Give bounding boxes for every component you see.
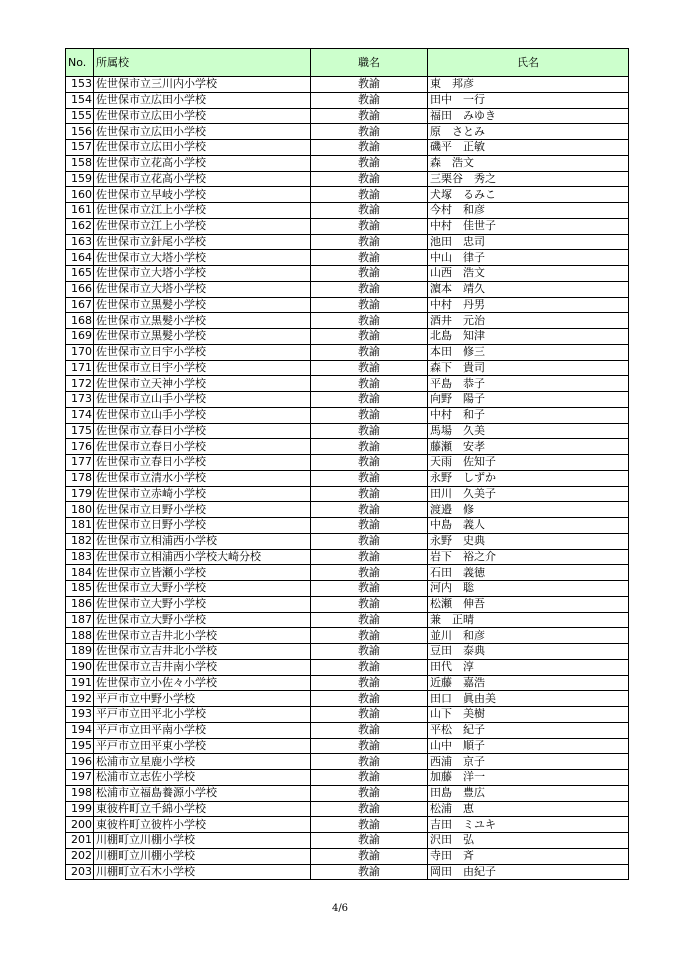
cell-school: 佐世保市立黒髪小学校 bbox=[94, 297, 311, 313]
cell-school: 佐世保市立黒髪小学校 bbox=[94, 313, 311, 329]
table-row bbox=[66, 92, 629, 108]
cell-name: 濵本 靖久 bbox=[428, 281, 629, 297]
table-row bbox=[66, 344, 629, 360]
header-name: 氏名 bbox=[428, 49, 629, 77]
cell-school: 佐世保市立山手小学校 bbox=[94, 407, 311, 423]
cell-school: 佐世保市立吉井北小学校 bbox=[94, 628, 311, 644]
cell-role: 教諭 bbox=[311, 722, 428, 738]
table-row bbox=[66, 518, 629, 534]
cell-name: 福田 みゆき bbox=[428, 108, 629, 124]
table-row bbox=[66, 549, 629, 565]
cell-role: 教諭 bbox=[311, 549, 428, 565]
cell-no: 195 bbox=[66, 738, 94, 754]
cell-school: 松浦市立福島養源小学校 bbox=[94, 785, 311, 801]
cell-name: 北島 知津 bbox=[428, 329, 629, 345]
table-row bbox=[66, 171, 629, 187]
table-row bbox=[66, 329, 629, 345]
cell-no: 175 bbox=[66, 423, 94, 439]
cell-role: 教諭 bbox=[311, 124, 428, 140]
cell-role: 教諭 bbox=[311, 659, 428, 675]
cell-no: 186 bbox=[66, 596, 94, 612]
cell-no: 164 bbox=[66, 250, 94, 266]
cell-name: 原 さとみ bbox=[428, 124, 629, 140]
page-number: 4/6 bbox=[331, 903, 349, 914]
cell-school: 佐世保市立春日小学校 bbox=[94, 423, 311, 439]
cell-school: 佐世保市立春日小学校 bbox=[94, 439, 311, 455]
table-row bbox=[66, 407, 629, 423]
cell-name: 天雨 佐知子 bbox=[428, 455, 629, 471]
table-row bbox=[66, 77, 629, 93]
cell-role: 教諭 bbox=[311, 234, 428, 250]
cell-name: 松瀬 伸吾 bbox=[428, 596, 629, 612]
cell-no: 184 bbox=[66, 565, 94, 581]
cell-name: 藤瀬 安孝 bbox=[428, 439, 629, 455]
cell-name: 中村 和子 bbox=[428, 407, 629, 423]
cell-school: 川棚町立石木小学校 bbox=[94, 864, 311, 880]
cell-no: 183 bbox=[66, 549, 94, 565]
cell-role: 教諭 bbox=[311, 108, 428, 124]
cell-name: 中山 律子 bbox=[428, 250, 629, 266]
table-row bbox=[66, 628, 629, 644]
cell-school: 佐世保市立赤崎小学校 bbox=[94, 486, 311, 502]
cell-name: 田中 一行 bbox=[428, 92, 629, 108]
cell-school: 佐世保市立吉井北小学校 bbox=[94, 644, 311, 660]
cell-role: 教諭 bbox=[311, 140, 428, 156]
table-row bbox=[66, 848, 629, 864]
cell-no: 154 bbox=[66, 92, 94, 108]
table-row bbox=[66, 439, 629, 455]
cell-role: 教諭 bbox=[311, 502, 428, 518]
table-row bbox=[66, 250, 629, 266]
cell-name: 平島 恭子 bbox=[428, 376, 629, 392]
cell-role: 教諭 bbox=[311, 785, 428, 801]
cell-school: 佐世保市立日宇小学校 bbox=[94, 344, 311, 360]
table-row bbox=[66, 785, 629, 801]
cell-school: 佐世保市立大野小学校 bbox=[94, 596, 311, 612]
table-body bbox=[66, 77, 629, 880]
cell-role: 教諭 bbox=[311, 423, 428, 439]
table-row bbox=[66, 738, 629, 754]
cell-school: 松浦市立志佐小学校 bbox=[94, 770, 311, 786]
cell-role: 教諭 bbox=[311, 486, 428, 502]
cell-no: 197 bbox=[66, 770, 94, 786]
table-header-row bbox=[66, 49, 629, 77]
cell-name: 田代 淳 bbox=[428, 659, 629, 675]
cell-role: 教諭 bbox=[311, 565, 428, 581]
cell-no: 156 bbox=[66, 124, 94, 140]
table-row bbox=[66, 108, 629, 124]
cell-school: 佐世保市立大野小学校 bbox=[94, 581, 311, 597]
cell-role: 教諭 bbox=[311, 596, 428, 612]
cell-name: 平松 紀子 bbox=[428, 722, 629, 738]
table-row bbox=[66, 722, 629, 738]
table-row bbox=[66, 644, 629, 660]
cell-role: 教諭 bbox=[311, 313, 428, 329]
cell-school: 東彼杵町立千綿小学校 bbox=[94, 801, 311, 817]
cell-name: 岡田 由紀子 bbox=[428, 864, 629, 880]
cell-role: 教諭 bbox=[311, 644, 428, 660]
cell-role: 教諭 bbox=[311, 833, 428, 849]
cell-no: 166 bbox=[66, 281, 94, 297]
cell-role: 教諭 bbox=[311, 533, 428, 549]
cell-no: 202 bbox=[66, 848, 94, 864]
cell-no: 201 bbox=[66, 833, 94, 849]
cell-school: 佐世保市立大塔小学校 bbox=[94, 266, 311, 282]
cell-name: 本田 修三 bbox=[428, 344, 629, 360]
cell-role: 教諭 bbox=[311, 770, 428, 786]
cell-school: 佐世保市立黒髪小学校 bbox=[94, 329, 311, 345]
cell-name: 豆田 泰典 bbox=[428, 644, 629, 660]
cell-no: 160 bbox=[66, 187, 94, 203]
cell-name: 田島 豊広 bbox=[428, 785, 629, 801]
cell-school: 佐世保市立大塔小学校 bbox=[94, 250, 311, 266]
cell-no: 163 bbox=[66, 234, 94, 250]
cell-role: 教諭 bbox=[311, 250, 428, 266]
cell-name: 森 浩文 bbox=[428, 155, 629, 171]
cell-no: 185 bbox=[66, 581, 94, 597]
cell-name: 犬塚 るみこ bbox=[428, 187, 629, 203]
cell-school: 佐世保市立大塔小学校 bbox=[94, 281, 311, 297]
cell-role: 教諭 bbox=[311, 628, 428, 644]
cell-name: 並川 和彦 bbox=[428, 628, 629, 644]
cell-name: 西浦 京子 bbox=[428, 754, 629, 770]
cell-school: 佐世保市立広田小学校 bbox=[94, 108, 311, 124]
cell-no: 153 bbox=[66, 77, 94, 93]
cell-name: 山中 順子 bbox=[428, 738, 629, 754]
cell-name: 磯平 正敏 bbox=[428, 140, 629, 156]
cell-name: 馬場 久美 bbox=[428, 423, 629, 439]
cell-role: 教諭 bbox=[311, 848, 428, 864]
table-row bbox=[66, 833, 629, 849]
cell-no: 176 bbox=[66, 439, 94, 455]
cell-name: 石田 義徳 bbox=[428, 565, 629, 581]
cell-school: 川棚町立川棚小学校 bbox=[94, 848, 311, 864]
cell-school: 佐世保市立日野小学校 bbox=[94, 502, 311, 518]
cell-name: 今村 和彦 bbox=[428, 203, 629, 219]
cell-school: 佐世保市立吉井南小学校 bbox=[94, 659, 311, 675]
table-row bbox=[66, 817, 629, 833]
cell-role: 教諭 bbox=[311, 344, 428, 360]
cell-no: 198 bbox=[66, 785, 94, 801]
cell-name: 向野 陽子 bbox=[428, 392, 629, 408]
cell-role: 教諭 bbox=[311, 281, 428, 297]
cell-school: 佐世保市立針尾小学校 bbox=[94, 234, 311, 250]
cell-no: 196 bbox=[66, 754, 94, 770]
cell-role: 教諭 bbox=[311, 801, 428, 817]
cell-school: 平戸市立中野小学校 bbox=[94, 691, 311, 707]
cell-role: 教諭 bbox=[311, 92, 428, 108]
cell-no: 192 bbox=[66, 691, 94, 707]
table-row bbox=[66, 691, 629, 707]
table-row bbox=[66, 470, 629, 486]
cell-no: 161 bbox=[66, 203, 94, 219]
cell-name: 池田 忠司 bbox=[428, 234, 629, 250]
cell-school: 佐世保市立皆瀬小学校 bbox=[94, 565, 311, 581]
cell-no: 162 bbox=[66, 218, 94, 234]
cell-role: 教諭 bbox=[311, 392, 428, 408]
cell-no: 157 bbox=[66, 140, 94, 156]
cell-role: 教諭 bbox=[311, 77, 428, 93]
table-row bbox=[66, 455, 629, 471]
cell-school: 平戸市立田平南小学校 bbox=[94, 722, 311, 738]
cell-name: 永野 しずか bbox=[428, 470, 629, 486]
staff-table bbox=[65, 48, 629, 880]
cell-no: 174 bbox=[66, 407, 94, 423]
table-row bbox=[66, 297, 629, 313]
cell-name: 中村 丹男 bbox=[428, 297, 629, 313]
cell-role: 教諭 bbox=[311, 707, 428, 723]
cell-name: 河内 聡 bbox=[428, 581, 629, 597]
table-row bbox=[66, 502, 629, 518]
cell-school: 佐世保市立相浦西小学校 bbox=[94, 533, 311, 549]
cell-no: 188 bbox=[66, 628, 94, 644]
table-row bbox=[66, 770, 629, 786]
cell-no: 170 bbox=[66, 344, 94, 360]
table-row bbox=[66, 155, 629, 171]
cell-school: 佐世保市立小佐々小学校 bbox=[94, 675, 311, 691]
cell-name: 兼 正晴 bbox=[428, 612, 629, 628]
cell-school: 佐世保市立清水小学校 bbox=[94, 470, 311, 486]
table-row bbox=[66, 313, 629, 329]
cell-role: 教諭 bbox=[311, 329, 428, 345]
header-school: 所属校 bbox=[94, 49, 311, 77]
cell-role: 教諭 bbox=[311, 754, 428, 770]
table-row bbox=[66, 754, 629, 770]
cell-no: 173 bbox=[66, 392, 94, 408]
cell-no: 167 bbox=[66, 297, 94, 313]
cell-name: 渡邉 修 bbox=[428, 502, 629, 518]
header-role: 職名 bbox=[311, 49, 428, 77]
cell-role: 教諭 bbox=[311, 612, 428, 628]
cell-no: 158 bbox=[66, 155, 94, 171]
cell-no: 194 bbox=[66, 722, 94, 738]
cell-no: 177 bbox=[66, 455, 94, 471]
table-row bbox=[66, 565, 629, 581]
cell-school: 佐世保市立日宇小学校 bbox=[94, 360, 311, 376]
cell-school: 佐世保市立山手小学校 bbox=[94, 392, 311, 408]
cell-name: 田川 久美子 bbox=[428, 486, 629, 502]
table-row bbox=[66, 581, 629, 597]
table-row bbox=[66, 707, 629, 723]
cell-name: 中村 佳世子 bbox=[428, 218, 629, 234]
table-row bbox=[66, 801, 629, 817]
cell-name: 近藤 嘉浩 bbox=[428, 675, 629, 691]
cell-role: 教諭 bbox=[311, 817, 428, 833]
cell-name: 山西 浩文 bbox=[428, 266, 629, 282]
cell-name: 岩下 裕之介 bbox=[428, 549, 629, 565]
cell-no: 203 bbox=[66, 864, 94, 880]
cell-school: 佐世保市立広田小学校 bbox=[94, 92, 311, 108]
cell-name: 永野 史典 bbox=[428, 533, 629, 549]
cell-no: 200 bbox=[66, 817, 94, 833]
table-row bbox=[66, 187, 629, 203]
cell-name: 東 邦彦 bbox=[428, 77, 629, 93]
table-row bbox=[66, 140, 629, 156]
cell-school: 佐世保市立広田小学校 bbox=[94, 140, 311, 156]
cell-school: 松浦市立星鹿小学校 bbox=[94, 754, 311, 770]
cell-school: 川棚町立川棚小学校 bbox=[94, 833, 311, 849]
cell-school: 平戸市立田平北小学校 bbox=[94, 707, 311, 723]
cell-no: 193 bbox=[66, 707, 94, 723]
cell-school: 佐世保市立広田小学校 bbox=[94, 124, 311, 140]
cell-role: 教諭 bbox=[311, 155, 428, 171]
cell-school: 平戸市立田平東小学校 bbox=[94, 738, 311, 754]
cell-school: 佐世保市立春日小学校 bbox=[94, 455, 311, 471]
cell-no: 155 bbox=[66, 108, 94, 124]
table-row bbox=[66, 612, 629, 628]
table-row bbox=[66, 234, 629, 250]
cell-no: 168 bbox=[66, 313, 94, 329]
table-row bbox=[66, 864, 629, 880]
table-row bbox=[66, 203, 629, 219]
table-row bbox=[66, 533, 629, 549]
cell-no: 181 bbox=[66, 518, 94, 534]
cell-school: 佐世保市立三川内小学校 bbox=[94, 77, 311, 93]
cell-school: 佐世保市立日野小学校 bbox=[94, 518, 311, 534]
table-row bbox=[66, 266, 629, 282]
header-no: No. bbox=[66, 49, 94, 77]
cell-no: 179 bbox=[66, 486, 94, 502]
table-row bbox=[66, 659, 629, 675]
cell-no: 191 bbox=[66, 675, 94, 691]
cell-no: 190 bbox=[66, 659, 94, 675]
cell-role: 教諭 bbox=[311, 675, 428, 691]
table-row bbox=[66, 376, 629, 392]
table-row bbox=[66, 360, 629, 376]
cell-name: 加藤 洋一 bbox=[428, 770, 629, 786]
table-row bbox=[66, 675, 629, 691]
table-row bbox=[66, 281, 629, 297]
cell-name: 松浦 恵 bbox=[428, 801, 629, 817]
cell-name: 中島 義人 bbox=[428, 518, 629, 534]
cell-role: 教諭 bbox=[311, 171, 428, 187]
table-row bbox=[66, 124, 629, 140]
table-row bbox=[66, 596, 629, 612]
cell-role: 教諭 bbox=[311, 407, 428, 423]
cell-school: 佐世保市立大野小学校 bbox=[94, 612, 311, 628]
table-row bbox=[66, 218, 629, 234]
cell-no: 165 bbox=[66, 266, 94, 282]
cell-no: 180 bbox=[66, 502, 94, 518]
cell-role: 教諭 bbox=[311, 581, 428, 597]
cell-name: 吉田 ミユキ bbox=[428, 817, 629, 833]
table-row bbox=[66, 423, 629, 439]
cell-no: 199 bbox=[66, 801, 94, 817]
cell-name: 三栗谷 秀之 bbox=[428, 171, 629, 187]
cell-school: 佐世保市立花高小学校 bbox=[94, 171, 311, 187]
cell-role: 教諭 bbox=[311, 218, 428, 234]
cell-role: 教諭 bbox=[311, 864, 428, 880]
cell-name: 沢田 弘 bbox=[428, 833, 629, 849]
cell-name: 田口 眞由美 bbox=[428, 691, 629, 707]
cell-school: 佐世保市立江上小学校 bbox=[94, 218, 311, 234]
cell-role: 教諭 bbox=[311, 470, 428, 486]
cell-role: 教諭 bbox=[311, 187, 428, 203]
cell-name: 寺田 斉 bbox=[428, 848, 629, 864]
cell-role: 教諭 bbox=[311, 738, 428, 754]
cell-name: 山下 美樹 bbox=[428, 707, 629, 723]
table-row bbox=[66, 486, 629, 502]
cell-role: 教諭 bbox=[311, 691, 428, 707]
cell-no: 187 bbox=[66, 612, 94, 628]
cell-no: 172 bbox=[66, 376, 94, 392]
cell-no: 189 bbox=[66, 644, 94, 660]
cell-school: 佐世保市立相浦西小学校大崎分校 bbox=[94, 549, 311, 565]
cell-role: 教諭 bbox=[311, 266, 428, 282]
cell-role: 教諭 bbox=[311, 439, 428, 455]
cell-no: 171 bbox=[66, 360, 94, 376]
cell-school: 東彼杵町立彼杵小学校 bbox=[94, 817, 311, 833]
cell-no: 169 bbox=[66, 329, 94, 345]
cell-role: 教諭 bbox=[311, 455, 428, 471]
cell-school: 佐世保市立江上小学校 bbox=[94, 203, 311, 219]
cell-no: 182 bbox=[66, 533, 94, 549]
cell-role: 教諭 bbox=[311, 297, 428, 313]
cell-role: 教諭 bbox=[311, 203, 428, 219]
cell-school: 佐世保市立天神小学校 bbox=[94, 376, 311, 392]
cell-name: 酒井 元治 bbox=[428, 313, 629, 329]
cell-name: 森下 貴司 bbox=[428, 360, 629, 376]
cell-school: 佐世保市立早岐小学校 bbox=[94, 187, 311, 203]
cell-role: 教諭 bbox=[311, 518, 428, 534]
cell-role: 教諭 bbox=[311, 360, 428, 376]
cell-role: 教諭 bbox=[311, 376, 428, 392]
table-row bbox=[66, 392, 629, 408]
cell-no: 178 bbox=[66, 470, 94, 486]
cell-school: 佐世保市立花高小学校 bbox=[94, 155, 311, 171]
cell-no: 159 bbox=[66, 171, 94, 187]
